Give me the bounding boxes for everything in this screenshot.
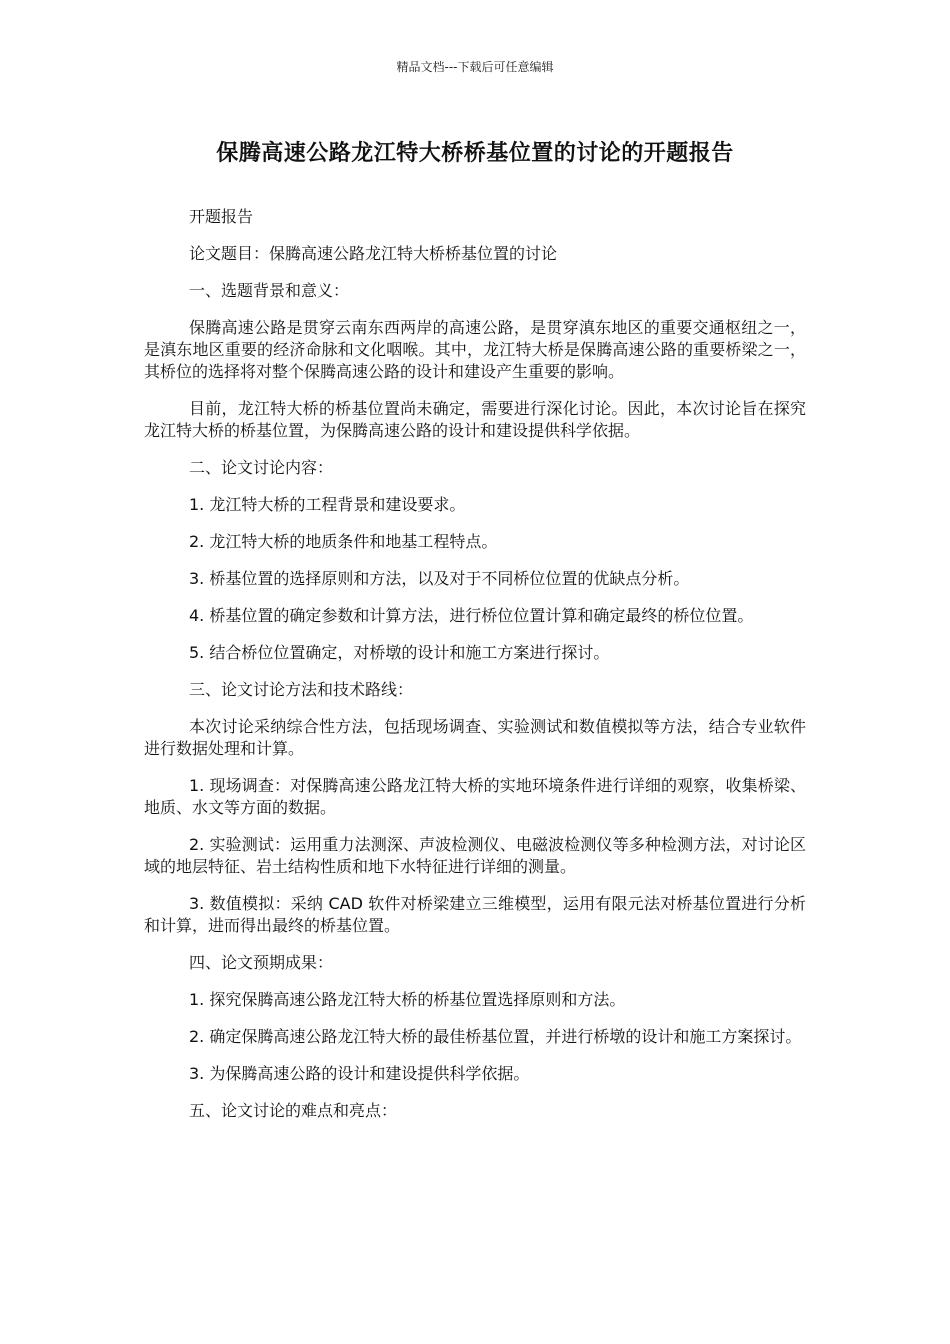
section-heading: 三、论文讨论方法和技术路线： <box>189 680 414 699</box>
section-heading: 二、论文讨论内容： <box>189 458 334 477</box>
list-item: 1. 现场调查：对保腾高速公路龙江特大桥的实地环境条件进行详细的观察，收集桥梁、地质、水文等方面的数据。 <box>144 776 806 817</box>
list-item: 2. 实验测试：运用重力法测深、声波检测仪、电磁波检测仪等多种检测方法，对讨论区域的地层特征、岩土结构性质和地下水特征进行详细的测量。 <box>144 835 806 876</box>
list-item: 2. 确定保腾高速公路龙江特大桥的最佳桥基位置，并进行桥墩的设计和施工方案探讨。 <box>189 1027 802 1046</box>
body-paragraph: 目前，龙江特大桥的桥基位置尚未确定，需要进行深化讨论。因此，本次讨论旨在探究龙江特大桥的桥基位置，为保腾高速公路的设计和建设提供科学依据。 <box>144 399 806 440</box>
list-item: 3. 桥基位置的选择原则和方法，以及对于不同桥位位置的优缺点分析。 <box>189 569 690 588</box>
list-item: 3. 数值模拟：采纳 CAD 软件对桥梁建立三维模型，运用有限元法对桥基位置进行分析和计算，进而得出最终的桥基位置。 <box>144 894 806 935</box>
list-item: 2. 龙江特大桥的地质条件和地基工程特点。 <box>189 532 498 551</box>
document-title: 保腾高速公路龙江特大桥桥基位置的讨论的开题报告 <box>216 141 734 166</box>
page-header: 精品文档---下载后可任意编辑 <box>396 60 554 74</box>
section-label: 开题报告 <box>189 207 254 226</box>
list-item: 5. 结合桥位位置确定，对桥墩的设计和施工方案进行探讨。 <box>189 643 610 662</box>
list-item: 1. 龙江特大桥的工程背景和建设要求。 <box>189 495 466 514</box>
section-heading: 五、论文讨论的难点和亮点： <box>189 1101 398 1120</box>
list-item: 1. 探究保腾高速公路龙江特大桥的桥基位置选择原则和方法。 <box>189 990 626 1009</box>
document-body <box>144 206 806 1137</box>
section-heading: 一、选题背景和意义： <box>189 281 350 300</box>
section-heading: 四、论文预期成果： <box>189 953 334 972</box>
list-item: 3. 为保腾高速公路的设计和建设提供科学依据。 <box>189 1064 530 1083</box>
body-paragraph: 本次讨论采纳综合性方法，包括现场调查、实验测试和数值模拟等方法，结合专业软件进行数据处理和计算。 <box>144 717 806 758</box>
list-item: 4. 桥基位置的确定参数和计算方法，进行桥位位置计算和确定最终的桥位位置。 <box>189 606 754 625</box>
thesis-topic: 论文题目：保腾高速公路龙江特大桥桥基位置的讨论 <box>189 244 558 263</box>
body-paragraph: 保腾高速公路是贯穿云南东西两岸的高速公路，是贯穿滇东地区的重要交通枢纽之一，是滇东地区重要的经济命脉和文化咽喉。其中，龙江特大桥是保腾高速公路的重要桥梁之一，其桥位的选择将对整个保腾高速公路的设计和建设产生重要的影响。 <box>144 318 806 381</box>
